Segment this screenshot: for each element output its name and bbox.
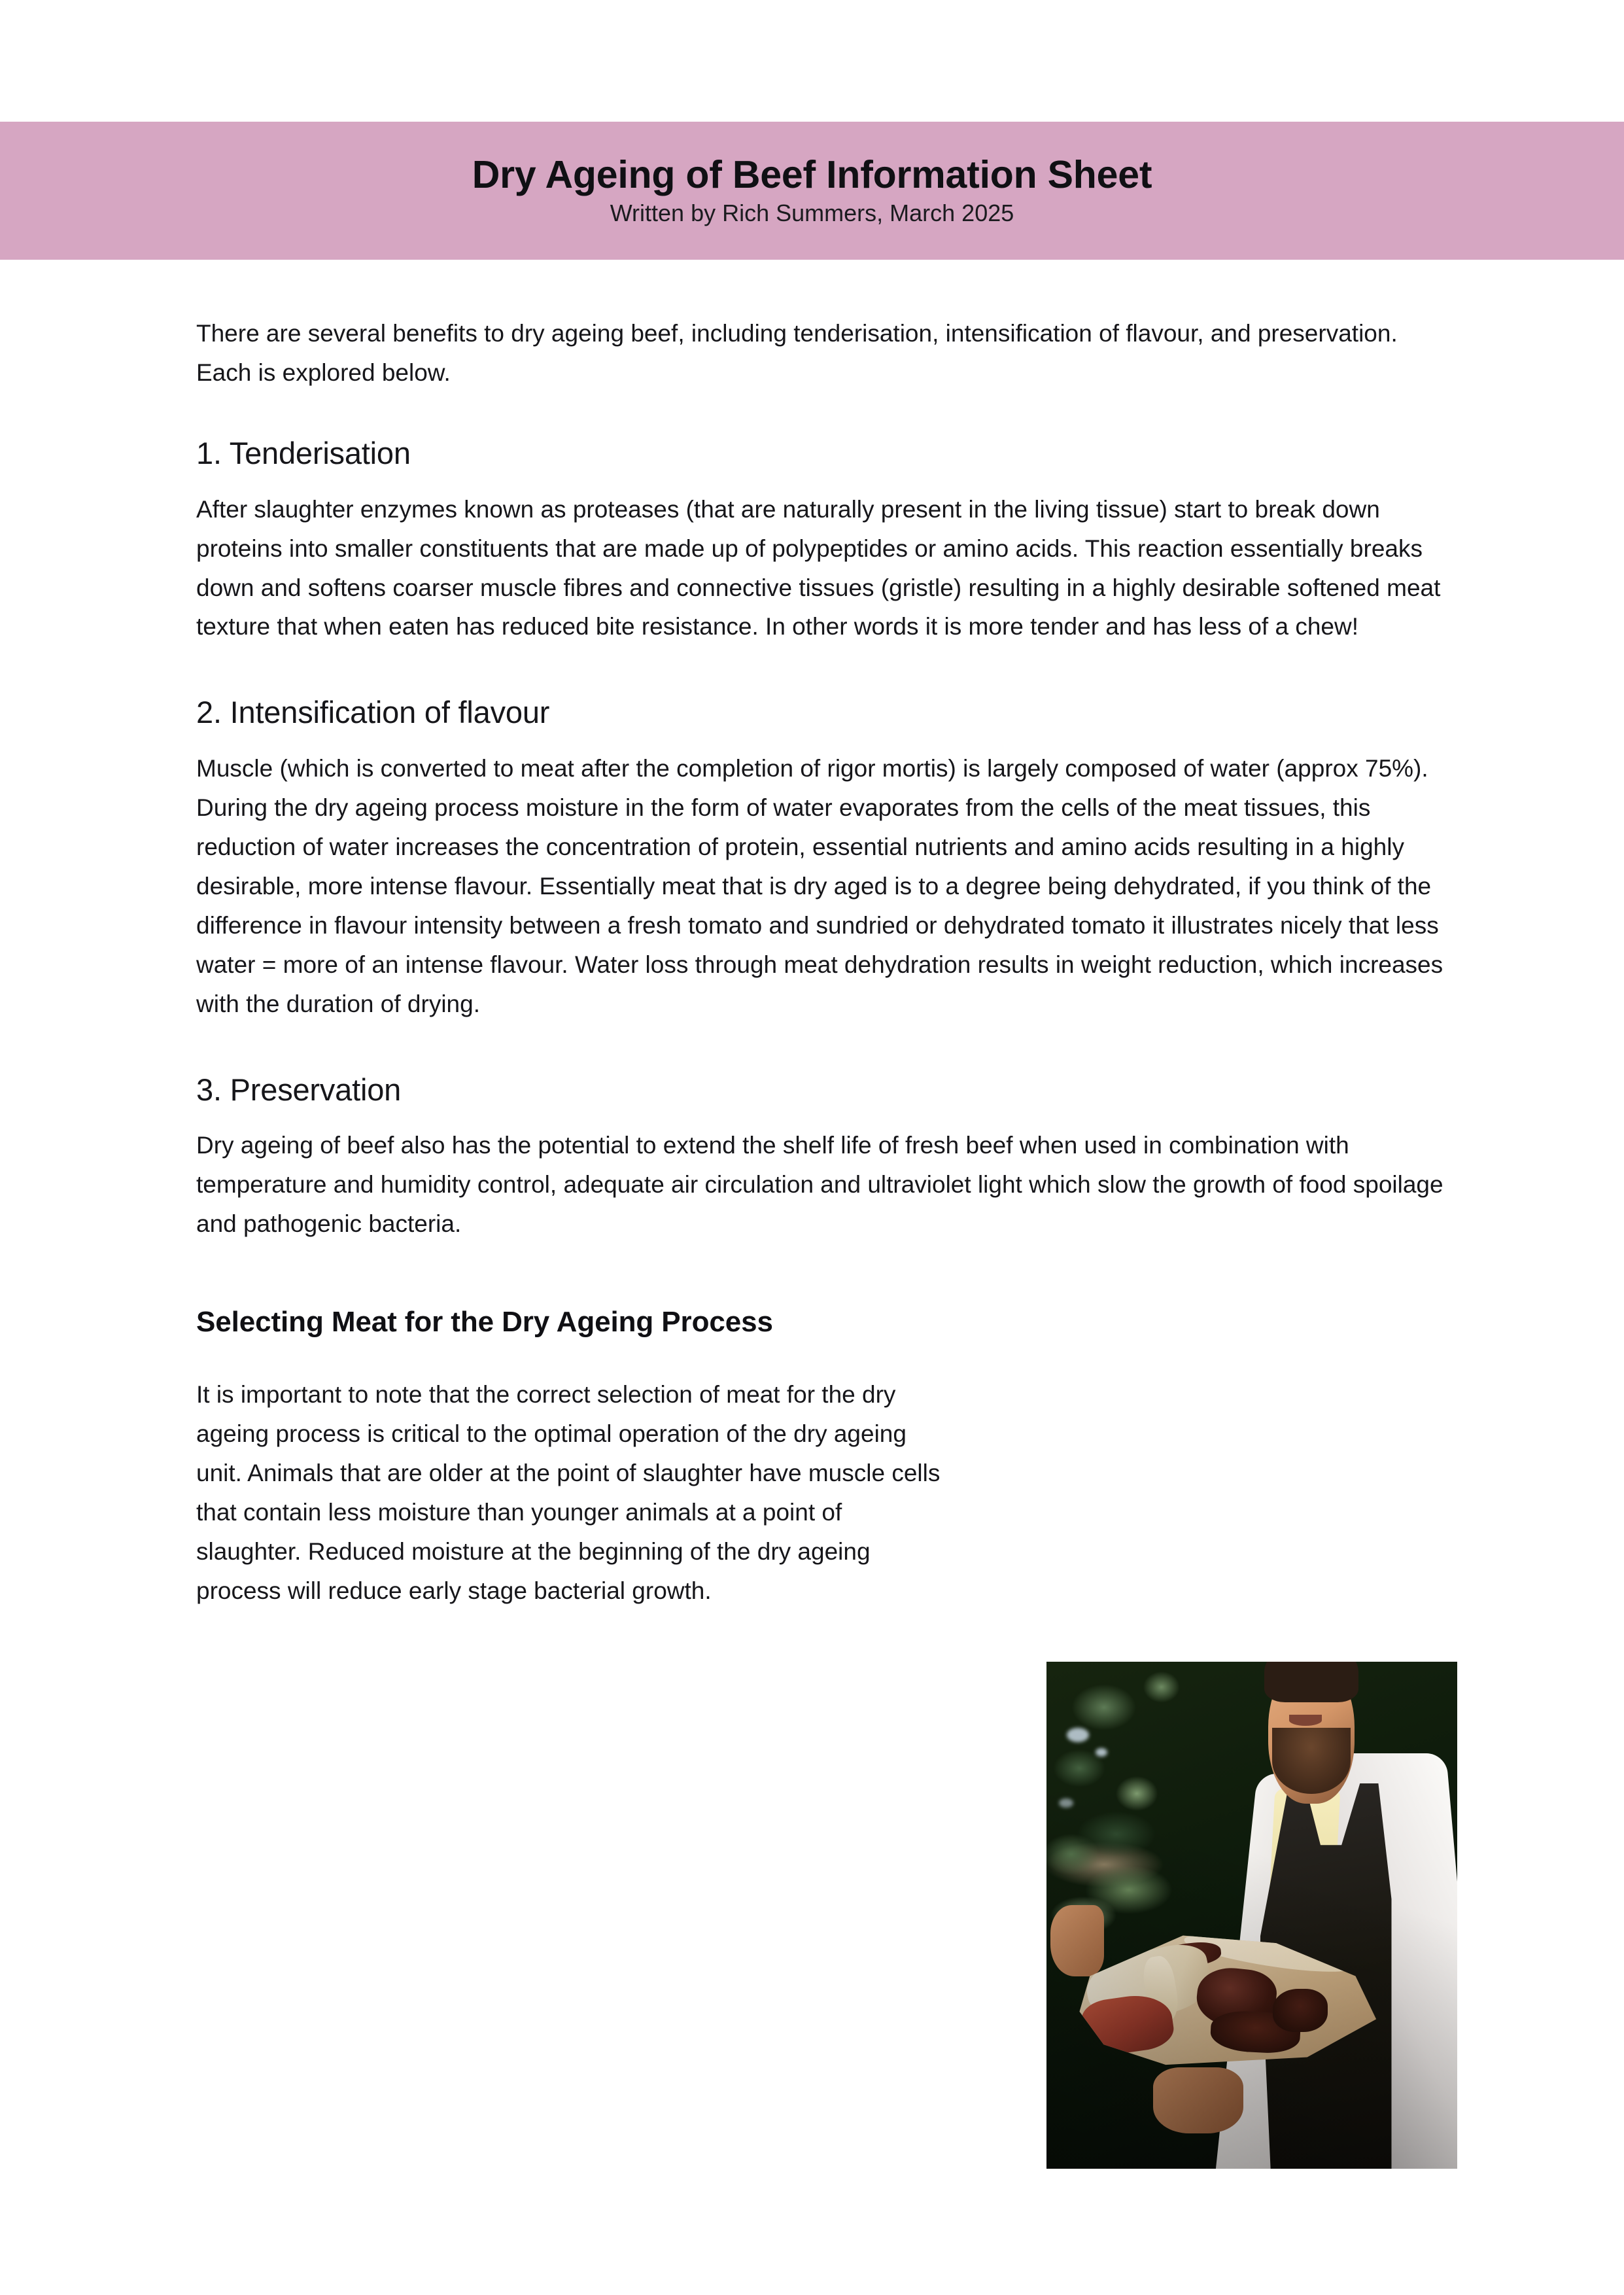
spacer [196, 732, 1445, 749]
butcher-photo [1046, 1662, 1457, 2169]
section-heading-tenderisation: 1. Tenderisation [196, 435, 411, 470]
spacer [196, 1109, 1445, 1126]
spacer [196, 393, 1445, 434]
spacer [196, 1340, 1445, 1375]
header-banner [0, 122, 1624, 260]
section-body-preservation: Dry ageing of beef also has the potential to extend the shelf life of fresh beef when used in combination with temperature and humidity control, adequate air circulation and ultraviolet light which slow the growth of food spoilage and pathogenic bacteria. [196, 1132, 1443, 1238]
section-body-intensification-of-flavour: Muscle (which is converted to meat after the completion of rigor mortis) is largely composed of water (approx 75%). During the dry ageing process moisture in the form of water evaporates from the cells of the meat tissues, this reduction of water increases the concentration of protein, essential nutrients and amino acids resulting in a highly desirable, more intense flavour. Essentially meat that is dry aged is to a degree being dehydrated, if you think of the difference in flavour intensity between a fresh tomato and sundried or dehydrated tomato it illustrates nicely that less water = more of an intense flavour. Water loss through meat dehydration results in weight reduction, which increases with the duration of drying. [196, 755, 1443, 1017]
photo-beef-aged-crust [1273, 1989, 1328, 2032]
spacer [196, 646, 1445, 693]
photo-sky-gap [1067, 1728, 1089, 1742]
page-title: Dry Ageing of Beef Information Sheet [472, 153, 1152, 197]
spacer [196, 1244, 1445, 1304]
spacer [196, 1024, 1445, 1071]
photo-sky-gap [1096, 1748, 1107, 1757]
section-heading-selecting-meat: Selecting Meat for the Dry Ageing Process [196, 1306, 773, 1339]
photo-hand-left [1050, 1905, 1104, 1976]
photo-canvas [1046, 1662, 1457, 2169]
photo-butcher-hair [1264, 1662, 1358, 1702]
section-heading-preservation: 3. Preservation [196, 1072, 402, 1107]
intro-paragraph: There are several benefits to dry ageing beef, including tenderisation, intensification of flavour, and preservation. Each is explored below. [196, 320, 1398, 386]
page-byline: Written by Rich Summers, March 2025 [610, 200, 1014, 227]
photo-butcher-beard [1272, 1728, 1350, 1794]
section-body-selecting-meat: It is important to note that the correct selection of meat for the dry ageing process is critical to the optimal operation of the dry ageing unit. Animals that are older at the point of slaughter have muscle cells that contain less moisture than younger animals at a point of slaughter. Reduced moisture at the beginning of the dry ageing process will reduce early stage bacterial growth. [196, 1381, 941, 1604]
section-heading-intensification-of-flavour: 2. Intensification of flavour [196, 695, 550, 730]
section-body-tenderisation: After slaughter enzymes known as proteases (that are naturally present in the living tissue) start to break down proteins into smaller constituents that are made up of polypeptides or amino acids. This reaction essentially breaks down and softens coarser muscle fibres and connective tissues (gristle) resulting in a highly desirable softened meat texture that when eaten has reduced bite resistance. In other words it is more tender and has less of a chew! [196, 495, 1441, 640]
spacer [196, 473, 1445, 490]
photo-hand-right [1153, 2067, 1243, 2133]
document-body [196, 314, 1445, 1611]
selecting-meat-text-column [196, 1375, 942, 1611]
selecting-meat-row [196, 1375, 1445, 1611]
